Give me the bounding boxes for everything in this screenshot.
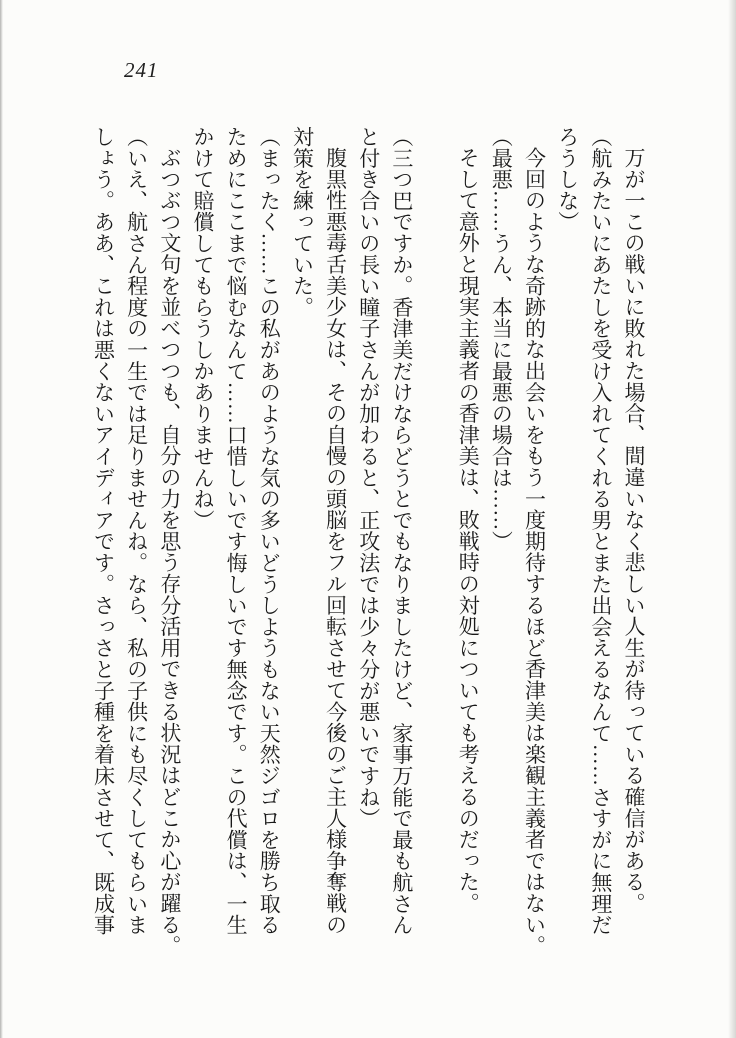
scan-edge-left: [0, 0, 3, 1038]
text-column: かけて賠償してもらうしかありませんね）: [190, 126, 215, 531]
text-column: と付き合いの長い瞳子さんが加わると、正攻法では少々分が悪いですね）: [356, 126, 381, 829]
page-number: 241: [124, 58, 159, 82]
text-column: 腹黒性悪毒舌美少女は、その自慢の頭脳をフル回転させて今後のご主人様争奪戦の: [323, 147, 348, 936]
text-column: ぶつぶつ文句を並べつつも、自分の力を思う存分活用できる状況はどこか心が躍る。: [157, 147, 182, 957]
text-column: （いえ、航さん程度の一生では足りませんね。なら、私の子供にも尽くしてもらいま: [124, 126, 149, 936]
text-column: 対策を練っていた。: [290, 126, 315, 318]
vertical-text-block: [86, 126, 650, 957]
text-column: ためにここまで悩むなんて……口惜しいです悔しいです無念です。この代償は、一生: [224, 126, 249, 936]
text-column: そして意外と現実主義者の香津美は、敗戦時の対処についても考えるのだった。: [456, 147, 481, 915]
text-column: 万が一この戦いに敗れた場合、間違いなく悲しい人生が待っている確信がある。: [622, 147, 646, 915]
text-column: （航みたいにあたしを受け入れてくれる男とまた出会えるなんて……さすがに無理だ: [588, 126, 613, 936]
text-column: 今回のような奇跡的な出会いをもう一度期待するほど香津美は楽観主義者ではない。: [522, 147, 547, 957]
scan-edge-right: [728, 0, 736, 1038]
text-column: （まったく……この私があのような気の多いどうしようもない天然ジゴロを勝ち取る: [257, 126, 282, 936]
text-column: （最悪……うん、本当に最悪の場合は……）: [489, 126, 514, 552]
text-column: ろうしな）: [555, 126, 580, 233]
blank-separator-column: [418, 126, 451, 938]
text-column: しょう。ああ、これは悪くないアイディアです。さっさと子種を着床させて、既成事: [91, 126, 116, 936]
text-column: （三つ巴ですか。香津美だけならどうとでもなりましたけど、家事万能で最も航さん: [389, 126, 414, 936]
